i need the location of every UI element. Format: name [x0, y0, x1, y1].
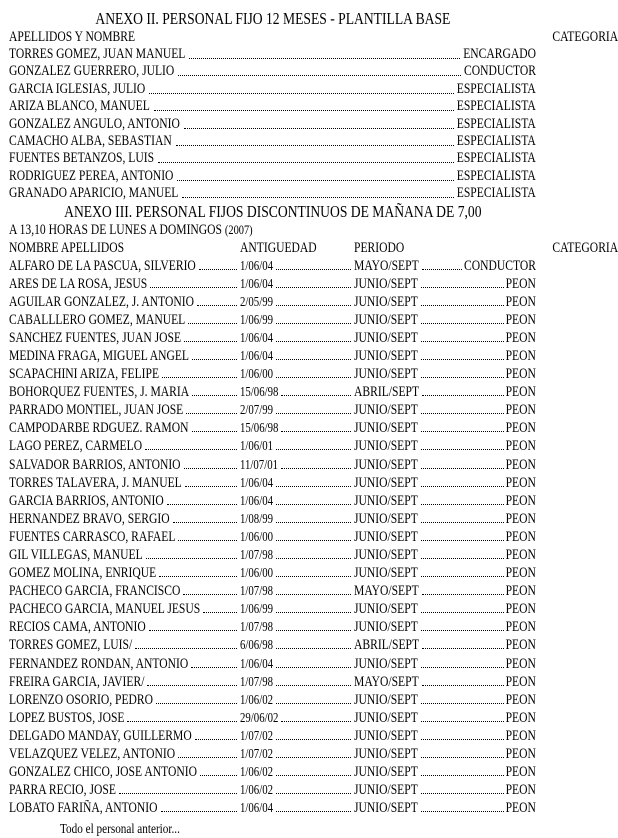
dot-leader: [276, 558, 351, 559]
employee-periodo: JUNIO/SEPT: [354, 492, 418, 509]
employee-category: PEON: [505, 402, 536, 419]
anexo3-title: ANEXO III. PERSONAL FIJOS DISCONTINUOS DE MAÑANA DE 7,00: [63, 201, 482, 221]
dot-leader: [276, 594, 351, 595]
employee-periodo: JUNIO/SEPT: [354, 782, 418, 799]
employee-category: PEON: [505, 619, 536, 636]
employee-periodo: JUNIO/SEPT: [354, 438, 418, 455]
employee-periodo: JUNIO/SEPT: [354, 746, 418, 763]
dot-leader: [192, 431, 238, 432]
employee-name: GONZALEZ GUERRERO, JULIO: [9, 63, 175, 80]
employee-category: PEON: [505, 673, 536, 690]
dot-leader: [188, 323, 237, 324]
employee-name: SALVADOR BARRIOS, ANTONIO: [9, 456, 181, 473]
dot-leader: [421, 757, 504, 758]
table-row: [9, 655, 536, 673]
employee-category: PEON: [505, 764, 536, 781]
employee-periodo: JUNIO/SEPT: [354, 402, 418, 419]
employee-antiguedad: 29/06/02: [240, 709, 279, 725]
dot-leader: [161, 811, 237, 812]
document-page: [9, 9, 618, 817]
dot-leader: [421, 323, 504, 324]
dot-leader: [276, 685, 351, 686]
employee-name: GONZALEZ ANGULO, ANTONIO: [9, 115, 180, 132]
anexo2-title: ANEXO II. PERSONAL FIJO 12 MESES - PLANTILLA BASE: [95, 9, 450, 28]
employee-category: PEON: [505, 438, 536, 455]
dot-leader: [276, 323, 351, 324]
dot-leader: [421, 504, 504, 505]
table-row: [9, 419, 536, 437]
employee-category: PEON: [505, 384, 536, 401]
dot-leader: [203, 612, 237, 613]
table-row: [9, 709, 536, 727]
employee-name: LAGO PEREZ, CARMELO: [9, 438, 143, 455]
table-row: [9, 275, 536, 293]
table-row: [9, 582, 536, 600]
table-row: [9, 401, 536, 419]
dot-leader: [421, 793, 504, 794]
employee-category: PEON: [505, 637, 536, 654]
employee-category: ESPECIALISTA: [457, 80, 536, 97]
employee-antiguedad: 1/06/04: [240, 492, 274, 508]
dot-leader: [422, 685, 504, 686]
table-row: [9, 618, 536, 636]
employee-category: CONDUCTOR: [464, 257, 536, 274]
footer-partial-text: Todo el personal anterior...: [60, 822, 180, 837]
employee-name: GOMEZ MOLINA, ENRIQUE: [9, 565, 157, 582]
dot-leader: [145, 449, 237, 450]
dot-leader: [276, 486, 351, 487]
employee-periodo: JUNIO/SEPT: [354, 366, 418, 383]
employee-name: SCAPACHINI ARIZA, FELIPE: [9, 366, 160, 383]
dot-leader: [192, 395, 237, 396]
employee-category: PEON: [505, 347, 536, 364]
dot-leader: [281, 431, 351, 432]
employee-name: CAMPODARBE RDGUEZ. RAMON: [9, 420, 189, 437]
dot-leader: [421, 287, 504, 288]
employee-periodo: JUNIO/SEPT: [354, 528, 418, 545]
dot-leader: [422, 269, 462, 270]
table-row: [9, 81, 536, 98]
employee-name: TORRES GOMEZ, LUIS/: [9, 637, 133, 654]
dot-leader: [421, 431, 504, 432]
dot-leader: [119, 793, 237, 794]
dot-leader: [276, 449, 351, 450]
employee-antiguedad: 1/06/00: [240, 565, 274, 581]
employee-antiguedad: 1/06/04: [240, 257, 274, 273]
employee-antiguedad: 1/06/04: [240, 655, 274, 671]
employee-category: ESPECIALISTA: [457, 132, 536, 149]
employee-category: PEON: [505, 583, 536, 600]
table-row: [9, 799, 536, 817]
employee-name: LORENZO OSORIO, PEDRO: [9, 691, 154, 708]
table-row: [9, 456, 536, 474]
dot-leader: [421, 449, 504, 450]
anexo3-subtitle: A 13,10 HORAS DE LUNES A DOMINGOS (2007): [9, 221, 253, 238]
employee-periodo: MAYO/SEPT: [354, 583, 419, 600]
employee-periodo: JUNIO/SEPT: [354, 311, 418, 328]
dot-leader: [276, 504, 351, 505]
employee-antiguedad: 1/06/01: [240, 438, 274, 454]
employee-name: CABALLLERO GOMEZ, MANUEL: [9, 311, 186, 328]
employee-name: LOBATO FARIÑA, ANTONIO: [9, 800, 158, 817]
table-row: [9, 98, 536, 115]
table-row: [9, 329, 536, 347]
dot-leader: [421, 703, 504, 704]
table-row: [9, 691, 536, 709]
table-row: [9, 528, 536, 546]
employee-category: ENCARGADO: [463, 46, 536, 62]
employee-category: PEON: [505, 492, 536, 509]
dot-leader: [421, 522, 504, 523]
employee-periodo: JUNIO/SEPT: [354, 565, 418, 582]
employee-category: PEON: [505, 474, 536, 491]
employee-periodo: JUNIO/SEPT: [354, 655, 418, 672]
employee-periodo: JUNIO/SEPT: [354, 329, 418, 346]
employee-name: GARCIA IGLESIAS, JULIO: [9, 80, 146, 97]
dot-leader: [178, 757, 237, 758]
dot-leader: [276, 811, 351, 812]
employee-periodo: JUNIO/SEPT: [354, 510, 418, 527]
dot-leader: [183, 594, 237, 595]
dot-leader: [276, 630, 351, 631]
employee-antiguedad: 1/06/04: [240, 347, 274, 363]
dot-leader: [421, 739, 504, 740]
employee-antiguedad: 2/05/99: [240, 293, 274, 309]
dot-leader: [281, 395, 351, 396]
employee-antiguedad: 1/06/02: [240, 691, 274, 707]
table-row: [9, 564, 536, 582]
employee-category: PEON: [505, 456, 536, 473]
dot-leader: [276, 287, 351, 288]
table-row: [9, 492, 536, 510]
dot-leader: [182, 197, 454, 198]
employee-category: PEON: [505, 293, 536, 310]
dot-leader: [276, 540, 351, 541]
employee-category: ESPECIALISTA: [457, 185, 536, 202]
table-row: [9, 474, 536, 492]
dot-leader: [421, 341, 504, 342]
employee-name: TORRES TALAVERA, J. MANUEL: [9, 474, 182, 491]
table-row: [9, 600, 536, 618]
dot-leader: [189, 58, 460, 59]
employee-periodo: JUNIO/SEPT: [354, 691, 418, 708]
employee-periodo: MAYO/SEPT: [354, 257, 419, 274]
employee-name: GIL VILLEGAS, MANUEL: [9, 547, 143, 564]
employee-name: TORRES GOMEZ, JUAN MANUEL: [9, 46, 186, 62]
dot-leader: [150, 287, 237, 288]
dot-leader: [195, 739, 237, 740]
dot-leader: [156, 703, 237, 704]
employee-name: FERNANDEZ RONDAN, ANTONIO: [9, 655, 189, 672]
employee-category: PEON: [505, 565, 536, 582]
dot-leader: [276, 739, 351, 740]
employee-category: PEON: [505, 727, 536, 744]
employee-name: ALFARO DE LA PASCUA, SILVERIO: [9, 257, 196, 274]
dot-leader: [276, 793, 351, 794]
employee-name: PACHECO GARCIA, FRANCISCO: [9, 583, 181, 600]
dot-leader: [197, 305, 237, 306]
dot-leader: [276, 413, 351, 414]
table-row: [9, 185, 536, 202]
table-row: [9, 383, 536, 401]
dot-leader: [147, 685, 237, 686]
employee-antiguedad: 1/07/98: [240, 583, 274, 599]
dot-leader: [276, 757, 351, 758]
dot-leader: [191, 667, 237, 668]
employee-periodo: JUNIO/SEPT: [354, 474, 418, 491]
employee-antiguedad: 1/06/04: [240, 474, 274, 490]
dot-leader: [176, 145, 454, 146]
employee-antiguedad: 1/06/04: [240, 329, 274, 345]
dot-leader: [177, 180, 454, 181]
dot-leader: [421, 612, 504, 613]
employee-name: MEDINA FRAGA, MIGUEL ANGEL: [9, 347, 190, 364]
dot-leader: [276, 703, 351, 704]
employee-category: PEON: [505, 547, 536, 564]
employee-periodo: JUNIO/SEPT: [354, 275, 418, 292]
employee-periodo: JUNIO/SEPT: [354, 764, 418, 781]
table-row: [9, 727, 536, 745]
employee-name: ARIZA BLANCO, MANUEL: [9, 98, 150, 115]
dot-leader: [276, 522, 351, 523]
employee-category: PEON: [505, 800, 536, 817]
employee-periodo: JUNIO/SEPT: [354, 347, 418, 364]
employee-category: PEON: [505, 691, 536, 708]
dot-leader: [276, 612, 351, 613]
employee-name: BOHORQUEZ FUENTES, J. MARIA: [9, 384, 190, 401]
employee-periodo: JUNIO/SEPT: [354, 420, 418, 437]
employee-category: PEON: [505, 311, 536, 328]
dot-leader: [159, 576, 237, 577]
dot-leader: [276, 667, 351, 668]
dot-leader: [421, 576, 504, 577]
employee-antiguedad: 1/06/04: [240, 275, 274, 291]
dot-leader: [149, 630, 237, 631]
dot-leader: [162, 377, 237, 378]
dot-leader: [421, 413, 504, 414]
employee-antiguedad: 1/07/98: [240, 547, 274, 563]
dot-leader: [276, 576, 351, 577]
employee-periodo: JUNIO/SEPT: [354, 727, 418, 744]
dot-leader: [178, 540, 237, 541]
employee-antiguedad: 1/06/99: [240, 311, 274, 327]
dot-leader: [276, 341, 351, 342]
employee-name: HERNANDEZ BRAVO, SERGIO: [9, 510, 170, 527]
employee-antiguedad: 6/06/98: [240, 637, 274, 653]
employee-periodo: JUNIO/SEPT: [354, 800, 418, 817]
dot-leader: [167, 504, 237, 505]
dot-leader: [276, 377, 351, 378]
employee-periodo: MAYO/SEPT: [354, 673, 419, 690]
employee-antiguedad: 1/07/98: [240, 619, 274, 635]
employee-category: PEON: [505, 601, 536, 618]
employee-antiguedad: 1/08/99: [240, 510, 274, 526]
employee-name: AGUILAR GONZALEZ, J. ANTONIO: [9, 293, 195, 310]
table-row: [9, 365, 536, 383]
employee-name: DELGADO MANDAY, GUILLERMO: [9, 727, 192, 744]
dot-leader: [422, 395, 504, 396]
employee-periodo: JUNIO/SEPT: [354, 601, 418, 618]
employee-antiguedad: 15/06/98: [240, 384, 279, 400]
employee-periodo: JUNIO/SEPT: [354, 619, 418, 636]
employee-name: VELAZQUEZ VELEZ, ANTONIO: [9, 746, 176, 763]
employee-antiguedad: 1/06/02: [240, 764, 274, 780]
employee-category: PEON: [505, 366, 536, 383]
employee-category: PEON: [505, 420, 536, 437]
employee-name: SANCHEZ FUENTES, JUAN JOSE: [9, 329, 182, 346]
employee-name: RODRIGUEZ PEREA, ANTONIO: [9, 167, 174, 184]
dot-leader: [135, 648, 237, 649]
employee-name: RECIOS CAMA, ANTONIO: [9, 619, 146, 636]
table-row: [9, 510, 536, 528]
dot-leader: [184, 128, 454, 129]
dot-leader: [281, 721, 351, 722]
dot-leader: [154, 110, 454, 111]
employee-category: CONDUCTOR: [464, 63, 536, 80]
employee-category: ESPECIALISTA: [457, 150, 536, 167]
dot-leader: [421, 558, 504, 559]
employee-name: GARCIA BARRIOS, ANTONIO: [9, 492, 164, 509]
table-row: [9, 437, 536, 455]
dot-leader: [421, 305, 504, 306]
dot-leader: [184, 468, 237, 469]
employee-name: ARES DE LA ROSA, JESUS: [9, 275, 148, 292]
anexo3-header: NOMBRE APELLIDOS ANTIGUEDAD PERIODO CATEGORIA: [9, 239, 618, 256]
employee-name: CAMACHO ALBA, SEBASTIAN: [9, 132, 172, 149]
employee-name: GRANADO APARICIO, MANUEL: [9, 185, 179, 202]
dot-leader: [200, 775, 237, 776]
table-row: [9, 133, 536, 150]
employee-periodo: ABRIL/SEPT: [354, 384, 420, 401]
dot-leader: [146, 558, 237, 559]
employee-name: PARRA RECIO, JOSE: [9, 782, 116, 799]
dot-leader: [276, 359, 351, 360]
table-row: [9, 293, 536, 311]
employee-category: ESPECIALISTA: [457, 98, 536, 115]
dot-leader: [422, 648, 504, 649]
employee-periodo: JUNIO/SEPT: [354, 456, 418, 473]
anexo3-table: [9, 257, 536, 818]
table-row: [9, 257, 536, 275]
dot-leader: [422, 594, 504, 595]
dot-leader: [185, 486, 237, 487]
dot-leader: [281, 468, 351, 469]
employee-category: PEON: [505, 275, 536, 292]
table-row: [9, 168, 536, 185]
employee-name: GONZALEZ CHICO, JOSE ANTONIO: [9, 764, 197, 781]
employee-antiguedad: 1/06/00: [240, 366, 274, 382]
table-row: [9, 763, 536, 781]
employee-antiguedad: 1/06/04: [240, 800, 274, 816]
employee-antiguedad: 11/07/01: [240, 456, 279, 472]
dot-leader: [276, 775, 351, 776]
dot-leader: [421, 468, 504, 469]
employee-name: FUENTES CARRASCO, RAFAEL: [9, 528, 176, 545]
employee-category: PEON: [505, 709, 536, 726]
dot-leader: [421, 775, 504, 776]
table-row: [9, 311, 536, 329]
dot-leader: [178, 75, 461, 76]
employee-category: PEON: [505, 510, 536, 527]
dot-leader: [421, 359, 504, 360]
table-row: [9, 116, 536, 133]
dot-leader: [421, 540, 504, 541]
employee-name: FREIRA GARCIA, JAVIER/: [9, 673, 145, 690]
employee-antiguedad: 2/07/99: [240, 402, 274, 418]
dot-leader: [276, 269, 351, 270]
dot-leader: [421, 811, 504, 812]
dot-leader: [421, 486, 504, 487]
employee-category: PEON: [505, 329, 536, 346]
dot-leader: [421, 630, 504, 631]
dot-leader: [173, 522, 237, 523]
table-row: [9, 636, 536, 654]
table-row: [9, 46, 536, 63]
table-row: [9, 63, 536, 80]
dot-leader: [276, 305, 351, 306]
dot-leader: [276, 648, 351, 649]
employee-antiguedad: 1/07/98: [240, 673, 274, 689]
employee-antiguedad: 1/06/02: [240, 782, 274, 798]
employee-name: LOPEZ BUSTOS, JOSE: [9, 709, 125, 726]
dot-leader: [192, 359, 237, 360]
table-row: [9, 745, 536, 763]
dot-leader: [421, 721, 504, 722]
employee-antiguedad: 1/07/02: [240, 727, 274, 743]
employee-periodo: JUNIO/SEPT: [354, 547, 418, 564]
employee-antiguedad: 1/07/02: [240, 746, 274, 762]
employee-antiguedad: 15/06/98: [240, 420, 279, 436]
employee-periodo: JUNIO/SEPT: [354, 293, 418, 310]
anexo2-table: [9, 46, 536, 203]
dot-leader: [199, 269, 237, 270]
employee-antiguedad: 1/06/99: [240, 601, 274, 617]
dot-leader: [127, 721, 237, 722]
anexo2-header: APELLIDOS Y NOMBRE CATEGORIA: [9, 29, 618, 45]
employee-periodo: JUNIO/SEPT: [354, 709, 418, 726]
employee-name: PARRADO MONTIEL, JUAN JOSE: [9, 402, 184, 419]
employee-category: ESPECIALISTA: [457, 115, 536, 132]
dot-leader: [149, 93, 454, 94]
employee-category: ESPECIALISTA: [457, 167, 536, 184]
table-row: [9, 150, 536, 167]
employee-category: PEON: [505, 782, 536, 799]
table-row: [9, 781, 536, 799]
employee-periodo: ABRIL/SEPT: [354, 637, 420, 654]
table-row: [9, 546, 536, 564]
dot-leader: [421, 667, 504, 668]
table-row: [9, 347, 536, 365]
dot-leader: [158, 162, 454, 163]
dot-leader: [184, 341, 237, 342]
employee-name: FUENTES BETANZOS, LUIS: [9, 150, 155, 167]
employee-category: PEON: [505, 746, 536, 763]
employee-category: PEON: [505, 655, 536, 672]
employee-name: PACHECO GARCIA, MANUEL JESUS: [9, 601, 201, 618]
dot-leader: [186, 413, 237, 414]
employee-category: PEON: [505, 528, 536, 545]
table-row: [9, 673, 536, 691]
dot-leader: [421, 377, 504, 378]
employee-antiguedad: 1/06/00: [240, 528, 274, 544]
